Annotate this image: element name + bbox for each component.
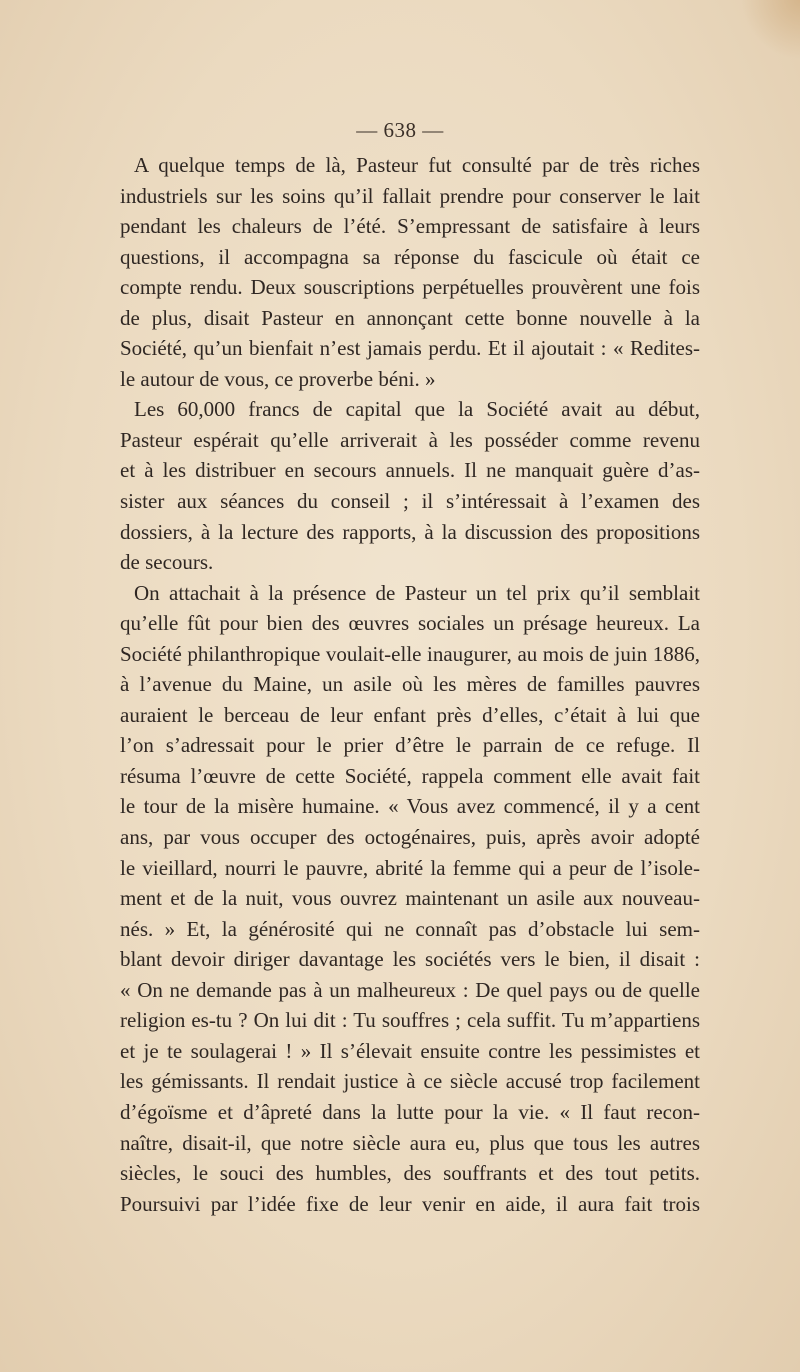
text-line: industriels sur les soins qu’il fallait prendre pour conserver le lait (120, 183, 700, 208)
text-line: l’on s’adressait pour le prier d’être le parrain de ce refuge. Il (120, 733, 700, 758)
page-number: — 638 — (356, 118, 444, 142)
text-line: Les 60,000 francs de capital que la Société avait au début, (134, 397, 700, 422)
text-line: auraient le berceau de leur enfant près d’elles, c’était à lui que (120, 702, 700, 727)
text-line: Société, qu’un bienfait n’est jamais perdu. Et il ajoutait : « Redites- (120, 336, 700, 361)
text-line: nés. » Et, la générosité qui ne connaît pas d’obstacle lui sem- (120, 916, 700, 941)
text-line: siècles, le souci des humbles, des souffrants et des tout petits. (120, 1161, 700, 1186)
paper-stain (740, 0, 800, 60)
text-line: qu’elle fût pour bien des œuvres sociales un présage heureux. La (120, 611, 700, 636)
text-line: On attachait à la présence de Pasteur un tel prix qu’il semblait (134, 580, 700, 605)
text-line: dossiers, à la lecture des rapports, à la discussion des propositions (120, 519, 700, 544)
text-line: A quelque temps de là, Pasteur fut consulté par de très riches (134, 153, 700, 177)
text-line: sister aux séances du conseil ; il s’intéressait à l’examen des (120, 489, 700, 514)
text-line: blant devoir diriger davantage les sociétés vers le bien, il disait : (120, 947, 700, 972)
text-line: Poursuivi par l’idée fixe de leur venir en aide, il aura fait trois (120, 1191, 700, 1216)
text-line: religion es-tu ? On lui dit : Tu souffres ; cela suffit. Tu m’appartiens (120, 1008, 700, 1033)
text-line: les gémissants. Il rendait justice à ce siècle accusé trop facilement (120, 1069, 700, 1094)
text-line: ment et de la nuit, vous ouvrez maintenant un asile aux nouveau- (120, 886, 700, 911)
text-line: et je te soulagerai ! » Il s’élevait ensuite contre les pessimistes et (120, 1038, 700, 1063)
text-line: « On ne demande pas à un malheureux : De quel pays ou de quelle (120, 977, 700, 1002)
text-line: de plus, disait Pasteur en annonçant cette bonne nouvelle à la (120, 305, 700, 330)
text-line: naître, disait-il, que notre siècle aura eu, plus que tous les autres (120, 1130, 700, 1155)
text-line: à l’avenue du Maine, un asile où les mères de familles pauvres (120, 672, 700, 697)
body-text (120, 150, 700, 1219)
text-line: le tour de la misère humaine. « Vous avez commencé, il y a cent (120, 794, 700, 819)
text-line: le autour de vous, ce proverbe béni. » (120, 366, 436, 391)
text-line: le vieillard, nourri le pauvre, abrité la femme qui a peur de l’isole- (120, 855, 700, 880)
text-line: résuma l’œuvre de cette Société, rappela comment elle avait fait (120, 763, 700, 788)
text-line: et à les distribuer en secours annuels. Il ne manquait guère d’as- (120, 458, 700, 483)
text-line: d’égoïsme et d’âpreté dans la lutte pour la vie. « Il faut recon- (120, 1099, 700, 1124)
text-line: questions, il accompagna sa réponse du fascicule où était ce (120, 244, 700, 269)
text-line: compte rendu. Deux souscriptions perpétuelles prouvèrent une fois (120, 275, 700, 300)
text-line: de secours. (120, 550, 214, 575)
text-line: Pasteur espérait qu’elle arriverait à les posséder comme revenu (120, 427, 700, 452)
text-line: pendant les chaleurs de l’été. S’empressant de satisfaire à leurs (120, 214, 700, 239)
text-line: Société philanthropique voulait-elle inaugurer, au mois de juin 1886, (120, 641, 700, 666)
text-line: ans, par vous occuper des octogénaires, puis, après avoir adopté (120, 825, 700, 850)
